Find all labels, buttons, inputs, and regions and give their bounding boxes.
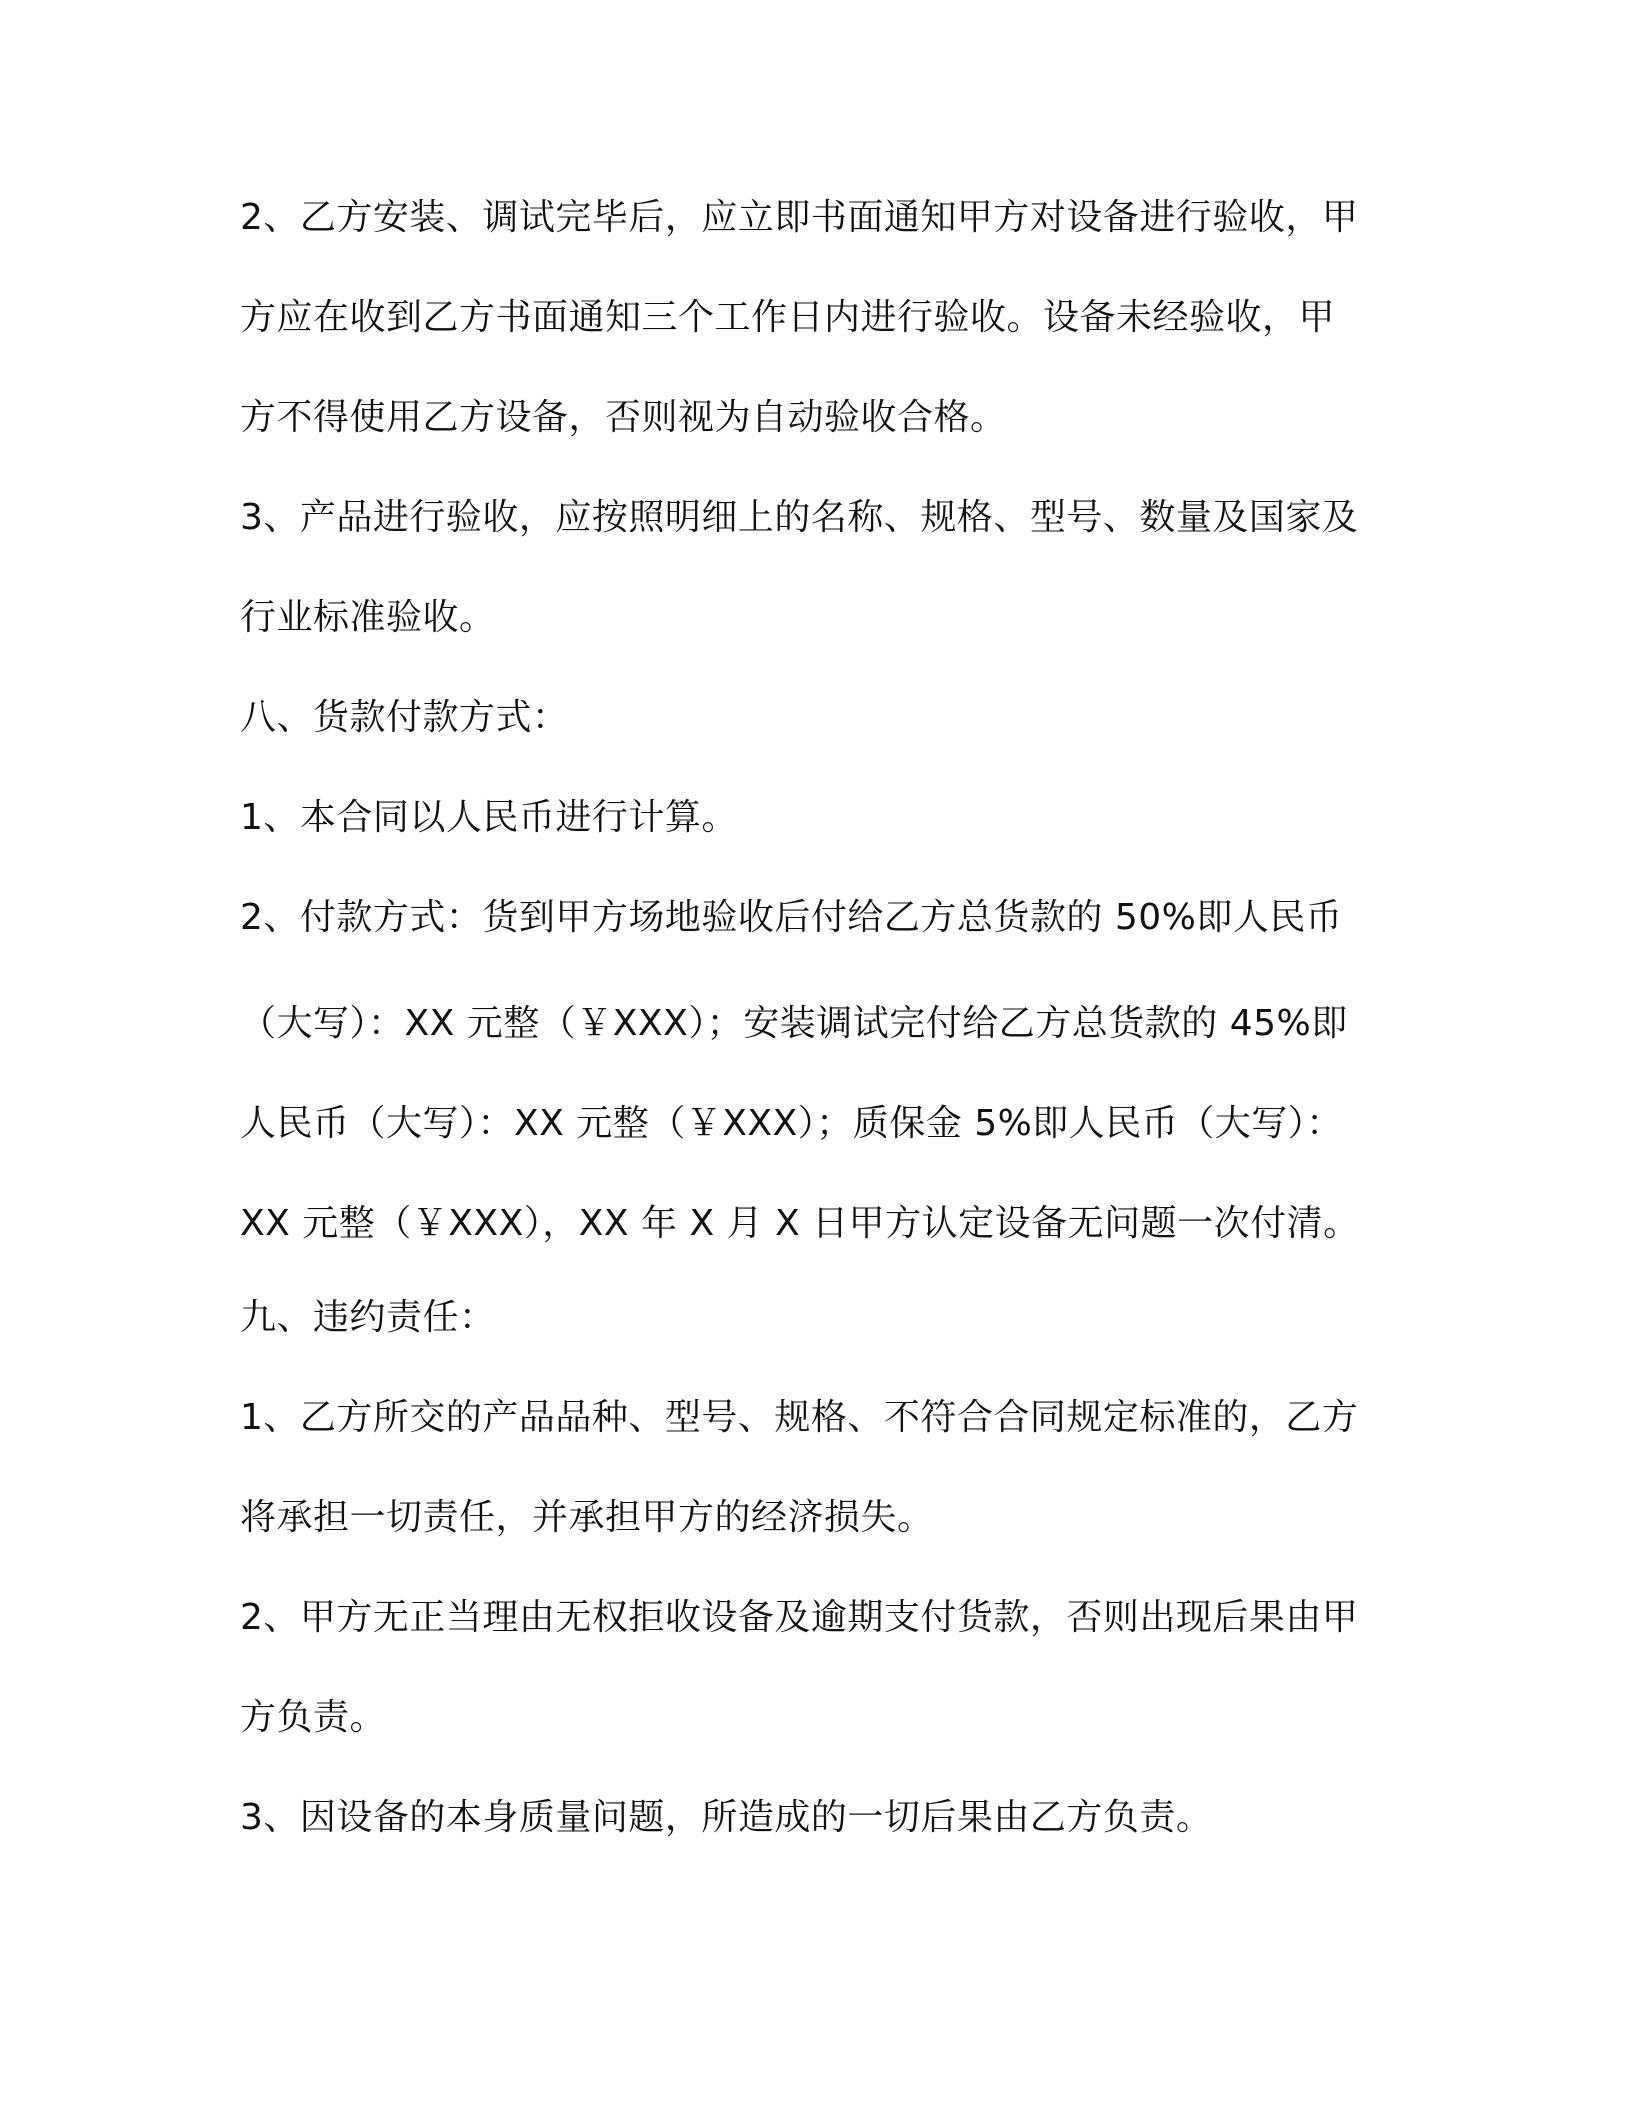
paragraph-line: 1、本合同以人民币进行计算。 <box>240 797 738 838</box>
paragraph-line: 方不得使用乙方设备，否则视为自动验收合格。 <box>240 397 1007 438</box>
paragraph-line: 2、甲方无正当理由无权拒收设备及逾期支付货款，否则出现后果由甲 <box>240 1597 1359 1638</box>
paragraph-line: 方负责。 <box>240 1697 387 1738</box>
paragraph-line: 3、产品进行验收，应按照明细上的名称、规格、型号、数量及国家及 <box>240 497 1359 538</box>
paragraph-line: 将承担一切责任，并承担甲方的经济损失。 <box>240 1497 934 1538</box>
paragraph-line: 人民币（大写）：XX 元整（￥XXX）；质保金 5%即人民币（大写）： <box>240 1103 1343 1144</box>
paragraph-line: 2、乙方安装、调试完毕后，应立即书面通知甲方对设备进行验收，甲 <box>240 197 1359 238</box>
paragraph-line: 3、因设备的本身质量问题，所造成的一切后果由乙方负责。 <box>240 1797 1213 1838</box>
paragraph-line: 2、付款方式：货到甲方场地验收后付给乙方总货款的 50%即人民币 <box>240 897 1343 938</box>
paragraph-line: 1、乙方所交的产品品种、型号、规格、不符合合同规定标准的，乙方 <box>240 1397 1359 1438</box>
paragraph-line: （大写）：XX 元整（￥XXX）；安装调试完付给乙方总货款的 45%即 <box>240 1003 1348 1044</box>
paragraph-line: 行业标准验收。 <box>240 597 496 638</box>
section-heading: 九、违约责任： <box>240 1297 496 1338</box>
section-heading: 八、货款付款方式： <box>240 697 569 738</box>
paragraph-line: 方应在收到乙方书面通知三个工作日内进行验收。设备未经验收，甲 <box>240 297 1336 338</box>
paragraph-line: XX 元整（￥XXX），XX 年 X 月 X 日甲方认定设备无问题一次付清。 <box>240 1203 1360 1244</box>
